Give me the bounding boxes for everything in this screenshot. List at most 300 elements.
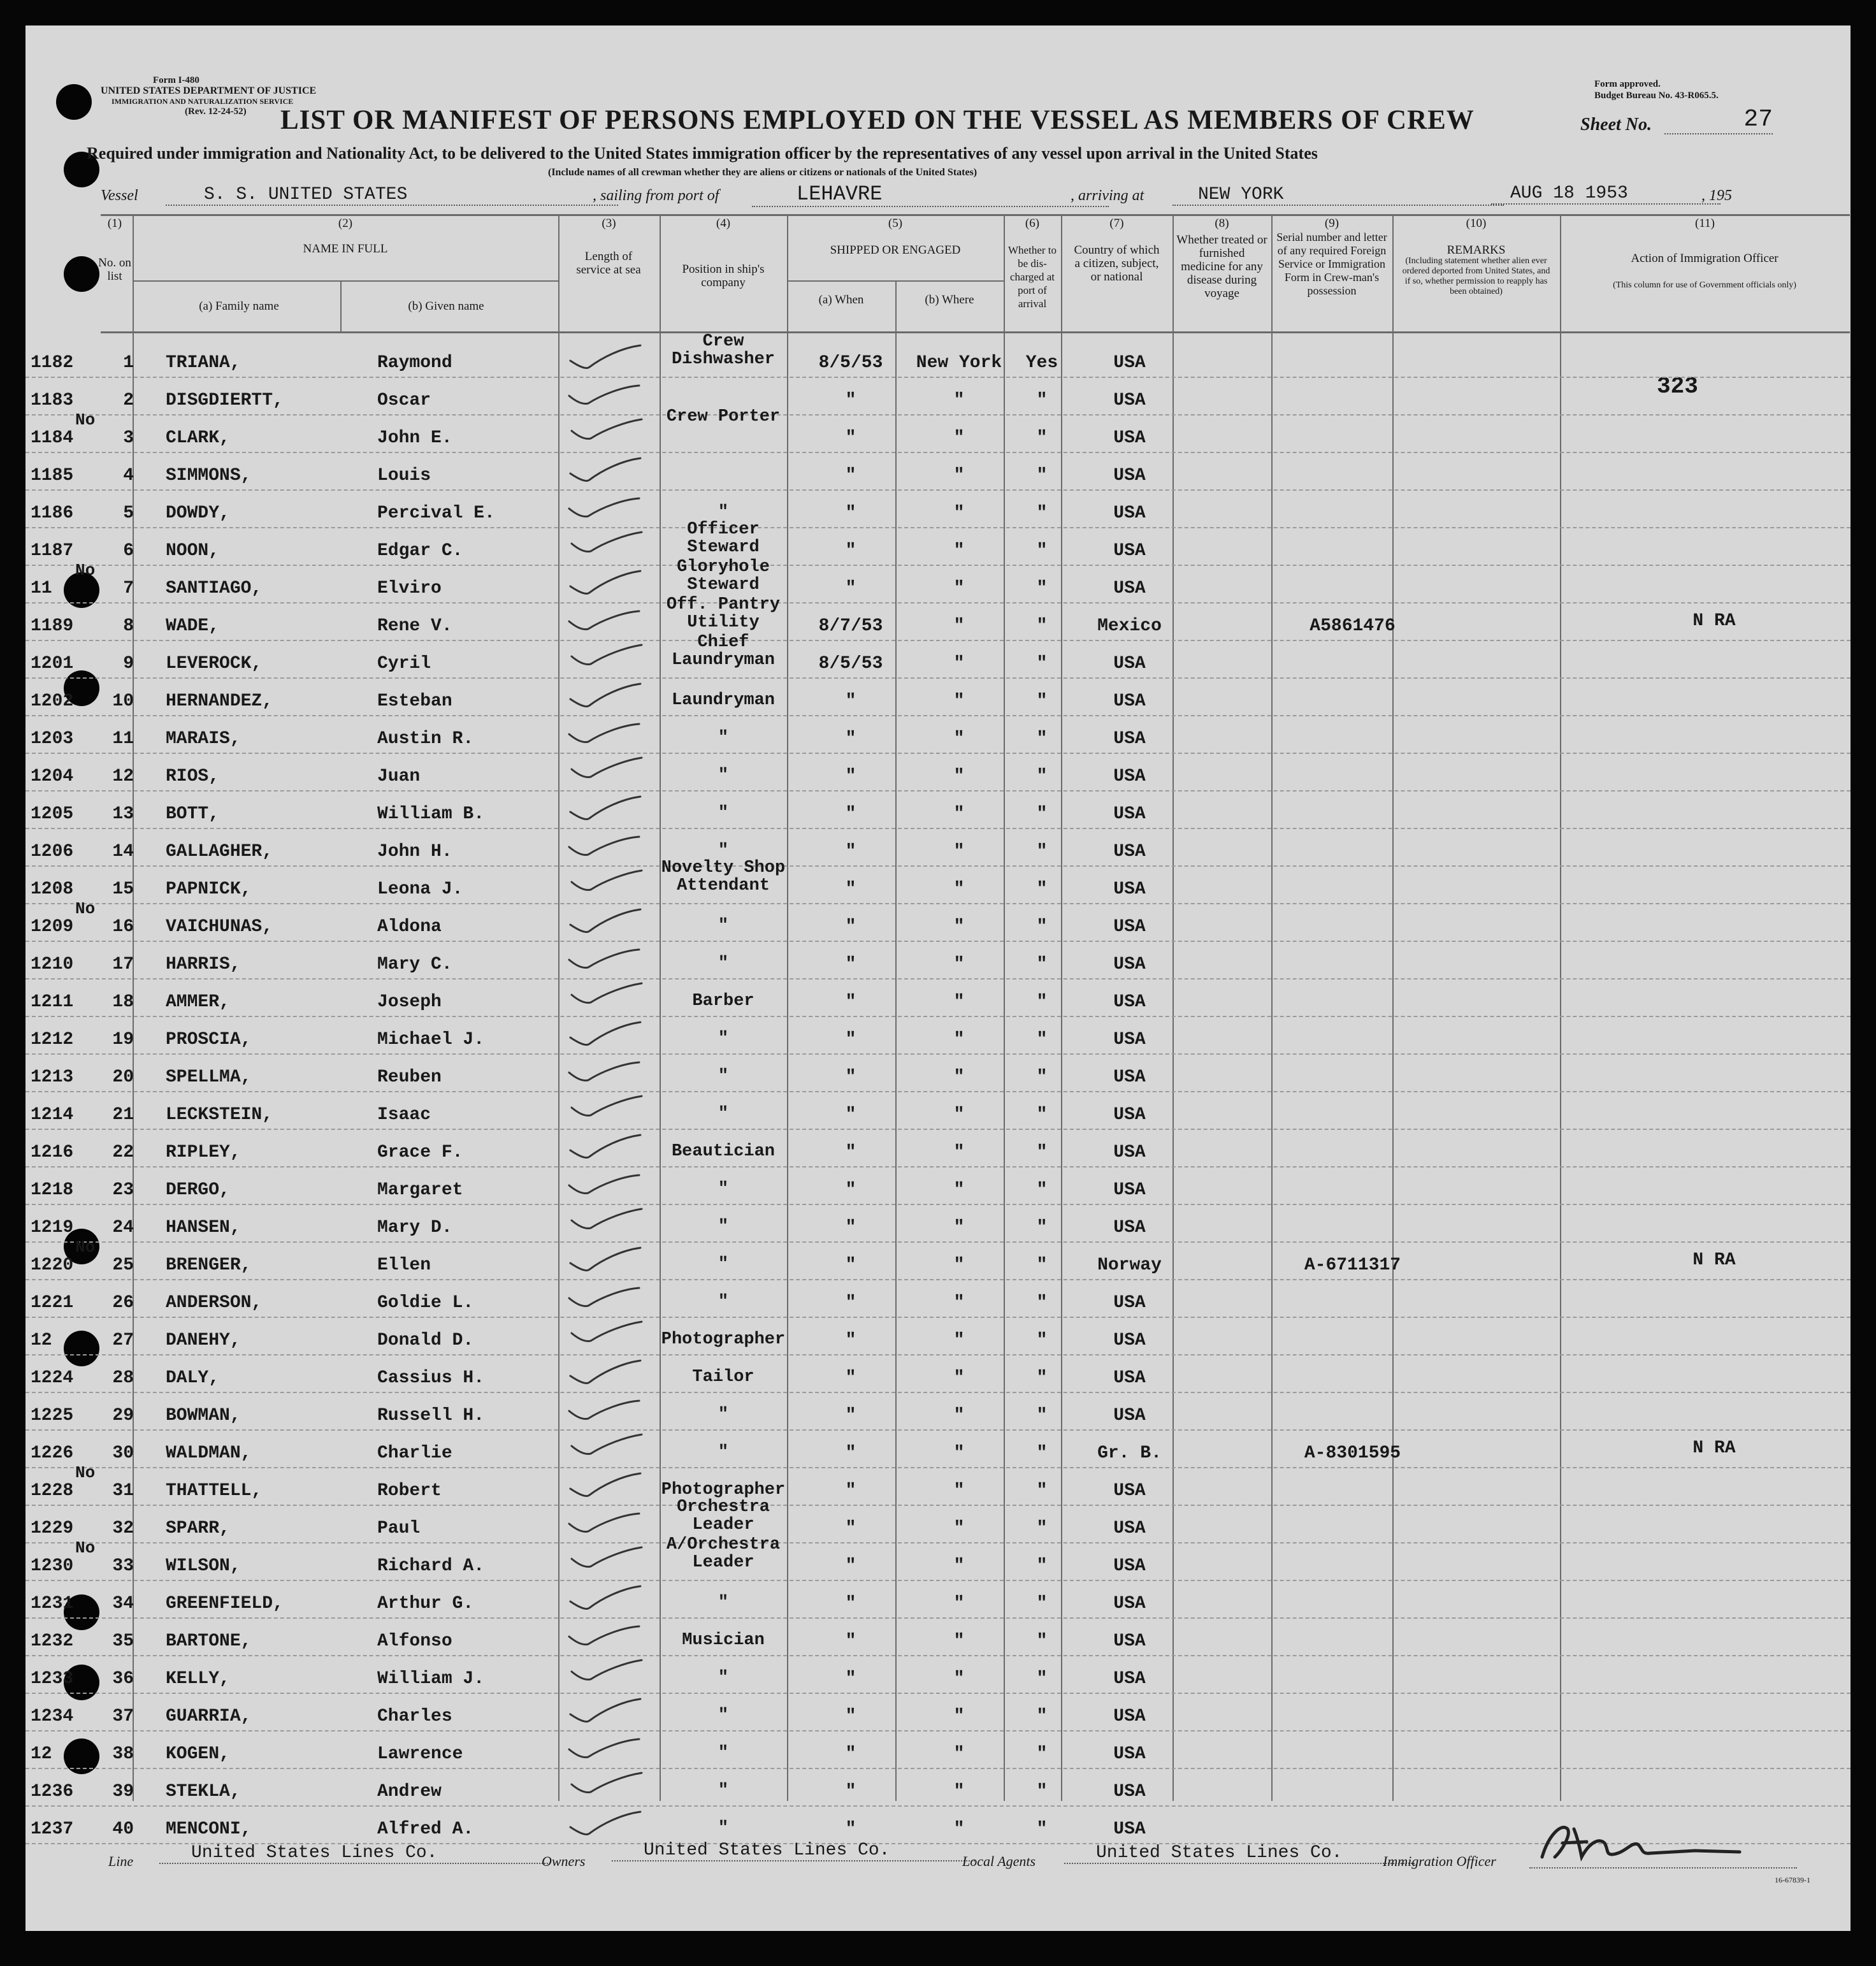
table-row [25, 1463, 1851, 1506]
shipped-where: " [953, 917, 965, 937]
table-row [25, 1205, 1851, 1243]
position: " [718, 1781, 729, 1800]
col10-number: (10) [1466, 217, 1487, 230]
check-mark-icon [564, 1620, 647, 1652]
shipped-when: " [845, 1331, 856, 1350]
given-name: Isaac [377, 1105, 431, 1125]
check-mark-icon [564, 1658, 647, 1689]
check-mark-icon [564, 830, 647, 862]
sequence-number: 10 [112, 691, 134, 711]
family-name: SIMMONS, [166, 466, 252, 486]
list-number: 1211 [31, 992, 74, 1012]
family-name: KOGEN, [166, 1744, 230, 1764]
table-row [25, 1656, 1851, 1694]
list-number: 1220 [31, 1255, 74, 1275]
shipped-when: " [845, 1744, 856, 1764]
table-row [25, 716, 1851, 754]
family-name: SANTIAGO, [166, 579, 263, 598]
shipped-where: " [953, 1707, 965, 1726]
position: " [718, 1744, 729, 1763]
check-mark-icon [564, 868, 647, 900]
sequence-number: 7 [123, 579, 134, 598]
country: USA [1113, 1707, 1146, 1726]
family-name: MARAIS, [166, 729, 241, 749]
col10-header: REMARKS [1447, 243, 1506, 257]
country: USA [1113, 353, 1146, 373]
shipped-where: " [953, 1067, 965, 1087]
shipped-when: " [845, 391, 856, 410]
subheader-rule [133, 280, 558, 282]
sequence-number: 9 [123, 654, 134, 674]
country: USA [1113, 955, 1146, 974]
shipped-when: " [845, 992, 856, 1012]
officer-action: N RA [1692, 1250, 1736, 1270]
col5-header: SHIPPED OR ENGAGED [830, 243, 961, 257]
sequence-number: 2 [123, 391, 134, 410]
shipped-when: " [845, 1669, 856, 1689]
family-name: MENCONI, [166, 1819, 252, 1839]
position: " [718, 1405, 729, 1424]
shipped-where: " [953, 1782, 965, 1802]
given-name: Elviro [377, 579, 442, 598]
sequence-number: 21 [112, 1105, 134, 1125]
family-name: SPELLMA, [166, 1067, 252, 1087]
shipped-when: " [845, 1443, 856, 1463]
position: Photographer [661, 1330, 786, 1349]
discharged: " [1036, 917, 1048, 937]
country: Norway [1097, 1255, 1162, 1275]
form-number: Form I-480 [153, 75, 199, 85]
shipped-where: " [953, 503, 965, 523]
position: " [718, 1217, 729, 1236]
position: Chief Laundryman [671, 633, 776, 670]
sequence-number: 23 [112, 1180, 134, 1200]
check-mark-icon [564, 1056, 647, 1088]
check-mark-icon [564, 642, 647, 674]
list-number: 1202 [31, 691, 74, 711]
check-mark-icon [564, 1319, 647, 1351]
family-name: BARTONE, [166, 1631, 252, 1651]
check-mark-icon [564, 1432, 647, 1464]
family-name: PAPNICK, [166, 879, 252, 899]
country: USA [1113, 767, 1146, 786]
check-mark-icon [564, 1094, 647, 1125]
list-number: 1186 [31, 503, 74, 523]
shipped-when: " [845, 767, 856, 786]
check-mark-icon [564, 718, 647, 749]
given-name: John H. [377, 842, 452, 862]
list-number: 1230 [31, 1556, 74, 1576]
check-mark-icon [564, 530, 647, 561]
list-number: 12 [31, 1331, 52, 1350]
shipped-where: " [953, 1143, 965, 1162]
arriving-port: NEW YORK [1172, 185, 1504, 206]
shipped-where: " [953, 579, 965, 598]
sequence-number: 28 [112, 1368, 134, 1388]
shipped-where: " [953, 804, 965, 824]
country: USA [1113, 1105, 1146, 1125]
sequence-number: 18 [112, 992, 134, 1012]
table-row [25, 1581, 1851, 1619]
position: " [718, 503, 729, 522]
given-name: Edgar C. [377, 541, 463, 561]
discharged: " [1036, 729, 1048, 749]
discharged: " [1036, 1293, 1048, 1313]
sequence-number: 32 [112, 1519, 134, 1538]
shipped-where: " [953, 1218, 965, 1238]
shipped-when: " [845, 541, 856, 561]
serial-number: A-6711317 [1304, 1255, 1401, 1275]
col7-header: Country of which a citizen, subject, or national [1074, 243, 1160, 284]
shipped-where: " [953, 466, 965, 486]
discharged: " [1036, 616, 1048, 636]
country: USA [1113, 842, 1146, 862]
discharged: " [1036, 1030, 1048, 1050]
list-number: 1203 [31, 729, 74, 749]
discharged: " [1036, 1105, 1048, 1125]
check-mark-icon [564, 342, 647, 373]
shipped-when: " [845, 1406, 856, 1426]
sequence-number: 34 [112, 1594, 134, 1614]
family-name: ANDERSON, [166, 1293, 263, 1313]
table-row [25, 1055, 1851, 1092]
list-number: 1233 [31, 1669, 74, 1689]
sequence-number: 19 [112, 1030, 134, 1050]
position: " [718, 1668, 729, 1688]
shipped-where: " [953, 767, 965, 786]
given-name: Aldona [377, 917, 442, 937]
shipped-where: " [953, 1406, 965, 1426]
country: USA [1113, 729, 1146, 749]
table-row [25, 829, 1851, 867]
sailing-label: , sailing from port of [593, 187, 719, 204]
shipped-where: " [953, 955, 965, 974]
check-mark-icon [564, 1244, 647, 1276]
list-number: 1210 [31, 955, 74, 974]
vessel-name: S. S. UNITED STATES [166, 185, 618, 206]
budget-bureau: Budget Bureau No. 43-R065.5. [1594, 90, 1719, 101]
list-number: 1205 [31, 804, 74, 824]
family-name: KELLY, [166, 1669, 230, 1689]
family-name: WALDMAN, [166, 1443, 252, 1463]
shipped-where: " [953, 1255, 965, 1275]
check-mark-icon [564, 1733, 647, 1765]
sequence-number: 24 [112, 1218, 134, 1238]
shipped-when: " [845, 1105, 856, 1125]
list-number: 1231 [31, 1594, 74, 1614]
shipped-when: " [845, 955, 856, 974]
discharged: " [1036, 992, 1048, 1012]
table-row [25, 491, 1851, 528]
shipped-when: " [845, 1293, 856, 1313]
table-row [25, 979, 1851, 1017]
shipped-where: " [953, 1744, 965, 1764]
position: Laundryman [671, 691, 776, 710]
col5a-header: (a) When [818, 293, 864, 307]
sequence-number: 12 [112, 767, 134, 786]
sequence-number: 15 [112, 879, 134, 899]
given-name: Charlie [377, 1443, 452, 1463]
form-revision: (Rev. 12-24-52) [185, 106, 247, 117]
table-row [25, 520, 1851, 566]
col6-number: (6) [1025, 217, 1040, 230]
shipped-where: " [953, 992, 965, 1012]
position: " [718, 1292, 729, 1312]
discharged: " [1036, 955, 1048, 974]
owners-label: Owners [542, 1853, 586, 1869]
punch-hole [64, 256, 99, 292]
shipped-where: " [953, 1594, 965, 1614]
position: Novelty Shop Attendant [661, 858, 786, 895]
col5b-header: (b) Where [925, 293, 974, 307]
sequence-number: 33 [112, 1556, 134, 1576]
shipped-when: " [845, 879, 856, 899]
shipped-when: " [845, 503, 856, 523]
family-name: LECKSTEIN, [166, 1105, 273, 1125]
table-row [25, 1092, 1851, 1130]
shipped-when: " [845, 1707, 856, 1726]
discharged: " [1036, 804, 1048, 824]
check-mark-icon [564, 1206, 647, 1238]
shipped-when: " [845, 1067, 856, 1087]
shipped-where: " [953, 691, 965, 711]
discharged: " [1036, 541, 1048, 561]
shipped-when: " [845, 1819, 856, 1839]
officer-signature [1529, 1816, 1797, 1868]
position: " [718, 1706, 729, 1725]
given-name: Raymond [377, 353, 452, 373]
discharged: " [1036, 1443, 1048, 1463]
country: USA [1113, 804, 1146, 824]
shipped-when: " [845, 1030, 856, 1050]
shipped-where: " [953, 729, 965, 749]
sequence-number: 5 [123, 503, 134, 523]
discharged: " [1036, 654, 1048, 674]
given-name: Alfred A. [377, 1819, 474, 1839]
table-row [25, 858, 1851, 904]
country: USA [1113, 879, 1146, 899]
list-number: 1214 [31, 1105, 74, 1125]
local-agents-label: Local Agents [962, 1853, 1036, 1869]
family-name: HARRIS, [166, 955, 241, 974]
sequence-number: 22 [112, 1143, 134, 1162]
check-mark-icon [564, 793, 647, 825]
country: USA [1113, 541, 1146, 561]
given-name: Ellen [377, 1255, 431, 1275]
country: USA [1113, 579, 1146, 598]
shipped-where: New York [916, 353, 1002, 373]
country: USA [1113, 1293, 1146, 1313]
agency-service: IMMIGRATION AND NATURALIZATION SERVICE [112, 97, 294, 106]
given-name: Paul [377, 1519, 421, 1538]
list-number: 1208 [31, 879, 74, 899]
family-name: GREENFIELD, [166, 1594, 284, 1614]
discharged: " [1036, 1594, 1048, 1614]
row-note: No [75, 1463, 96, 1482]
discharged: " [1036, 1481, 1048, 1501]
check-mark-icon [564, 567, 647, 599]
col2-header: NAME IN FULL [303, 242, 388, 256]
col11-header: Action of Immigration Officer [1631, 252, 1779, 265]
sequence-number: 4 [123, 466, 134, 486]
shipped-when: " [845, 1782, 856, 1802]
list-number: 1228 [31, 1481, 74, 1501]
position: Photographer [661, 1480, 786, 1500]
list-number: 1187 [31, 541, 74, 561]
col5-number: (5) [888, 217, 903, 230]
given-name: Reuben [377, 1067, 442, 1087]
country: USA [1113, 466, 1146, 486]
position: Crew Porter [666, 407, 781, 426]
col4-number: (4) [716, 217, 731, 230]
list-number: 1206 [31, 842, 74, 862]
col6-header: Whether to be dis-charged at port of arrival [1008, 244, 1057, 310]
discharged: " [1036, 428, 1048, 448]
check-mark-icon [564, 1018, 647, 1050]
sequence-number: 30 [112, 1443, 134, 1463]
stamp-number: 323 [1657, 373, 1698, 400]
given-name: Charles [377, 1707, 452, 1726]
sequence-number: 20 [112, 1067, 134, 1087]
list-number: 12 [31, 1744, 52, 1764]
col9-header: Serial number and letter of any required Foreign Service or Immigration Form in Crew-man's possession [1276, 231, 1387, 297]
check-mark-icon [564, 906, 647, 937]
row-note: No [75, 1538, 96, 1558]
given-name: Grace F. [377, 1143, 463, 1162]
list-number: 1237 [31, 1819, 74, 1839]
shipped-where: " [953, 1293, 965, 1313]
country: USA [1113, 691, 1146, 711]
family-name: PROSCIA, [166, 1030, 252, 1050]
table-row [25, 942, 1851, 979]
country: USA [1113, 503, 1146, 523]
given-name: Robert [377, 1481, 442, 1501]
discharged: " [1036, 879, 1048, 899]
list-number: 1219 [31, 1218, 74, 1238]
given-name: Oscar [377, 391, 431, 410]
given-name: Mary C. [377, 955, 452, 974]
position: Off. Pantry Utility [666, 595, 781, 632]
table-row [25, 1731, 1851, 1769]
family-name: TRIANA, [166, 353, 241, 373]
check-mark-icon [564, 1282, 647, 1313]
country: USA [1113, 1406, 1146, 1426]
shipped-where: " [953, 1819, 965, 1839]
shipped-when: " [845, 1255, 856, 1275]
table-row [25, 332, 1851, 378]
check-mark-icon [564, 1582, 647, 1614]
shipped-when: " [845, 691, 856, 711]
check-mark-icon [564, 1394, 647, 1426]
shipped-where: " [953, 1030, 965, 1050]
discharged: " [1036, 579, 1048, 598]
table-header-rule [101, 331, 1850, 333]
serial-number: A-8301595 [1304, 1443, 1401, 1463]
table-top-rule [101, 214, 1850, 216]
shipped-where: " [953, 616, 965, 636]
check-mark-icon [564, 379, 647, 411]
given-name: Lawrence [377, 1744, 463, 1764]
immigration-officer-label: Immigration Officer [1383, 1853, 1496, 1869]
col-divider [340, 280, 342, 331]
list-number: 11 [31, 579, 52, 598]
position: " [718, 1067, 729, 1086]
family-name: GALLAGHER, [166, 842, 273, 862]
country: Gr. B. [1097, 1443, 1162, 1463]
check-mark-icon [564, 492, 647, 524]
sheet-number: 27 [1664, 106, 1773, 134]
family-name: AMMER, [166, 992, 230, 1012]
list-number: 1229 [31, 1519, 74, 1538]
discharged: " [1036, 1180, 1048, 1200]
country: USA [1113, 1180, 1146, 1200]
position: " [718, 1443, 729, 1462]
list-number: 1189 [31, 616, 74, 636]
family-name: CLARK, [166, 428, 230, 448]
col8-header: Whether treated or furnished medicine for any disease during voyage [1176, 233, 1267, 300]
discharged: " [1036, 1744, 1048, 1764]
shipped-when: " [845, 729, 856, 749]
check-mark-icon [564, 943, 647, 975]
discharged: " [1036, 1406, 1048, 1426]
country: USA [1113, 1030, 1146, 1050]
discharged: " [1036, 1707, 1048, 1726]
shipped-when: " [845, 579, 856, 598]
position: " [718, 841, 729, 860]
officer-action: N RA [1692, 1438, 1736, 1458]
position: " [718, 1180, 729, 1199]
country: USA [1113, 992, 1146, 1012]
position: Tailor [692, 1368, 754, 1387]
family-name: STEKLA, [166, 1782, 241, 1802]
given-name: Michael J. [377, 1030, 485, 1050]
table-row [25, 1167, 1851, 1205]
check-mark-icon [564, 605, 647, 637]
position: " [718, 916, 729, 936]
given-name: William B. [377, 804, 485, 824]
col11-note: (This column for use of Government officials only) [1613, 280, 1796, 290]
given-name: Goldie L. [377, 1293, 474, 1313]
country: USA [1113, 1744, 1146, 1764]
table-row [25, 407, 1851, 453]
given-name: Percival E. [377, 503, 495, 523]
list-number: 1232 [31, 1631, 74, 1651]
table-row [25, 1619, 1851, 1656]
sequence-number: 17 [112, 955, 134, 974]
position: " [718, 766, 729, 785]
col2-number: (2) [338, 217, 353, 230]
table-row [25, 453, 1851, 491]
country: Mexico [1097, 616, 1162, 636]
shipped-when: " [845, 428, 856, 448]
list-number: 1226 [31, 1443, 74, 1463]
line-value: United States Lines Co. [159, 1843, 548, 1864]
list-number: 1204 [31, 767, 74, 786]
discharged: " [1036, 1631, 1048, 1651]
shipped-when: " [845, 1180, 856, 1200]
country: USA [1113, 1782, 1146, 1802]
col2b-header: (b) Given name [408, 300, 484, 313]
check-mark-icon [564, 1507, 647, 1539]
shipped-when: " [845, 1519, 856, 1538]
given-name: Russell H. [377, 1406, 485, 1426]
subtitle: Required under immigration and Nationality Act, to be delivered to the United States immigration officer by the representatives of any vessel upon arrival in the United States [87, 144, 1318, 163]
col1-number: (1) [107, 217, 122, 230]
check-mark-icon [564, 1357, 647, 1389]
table-row [25, 1694, 1851, 1731]
family-name: DERGO, [166, 1180, 230, 1200]
position: A/Orchestra Leader [666, 1535, 781, 1572]
